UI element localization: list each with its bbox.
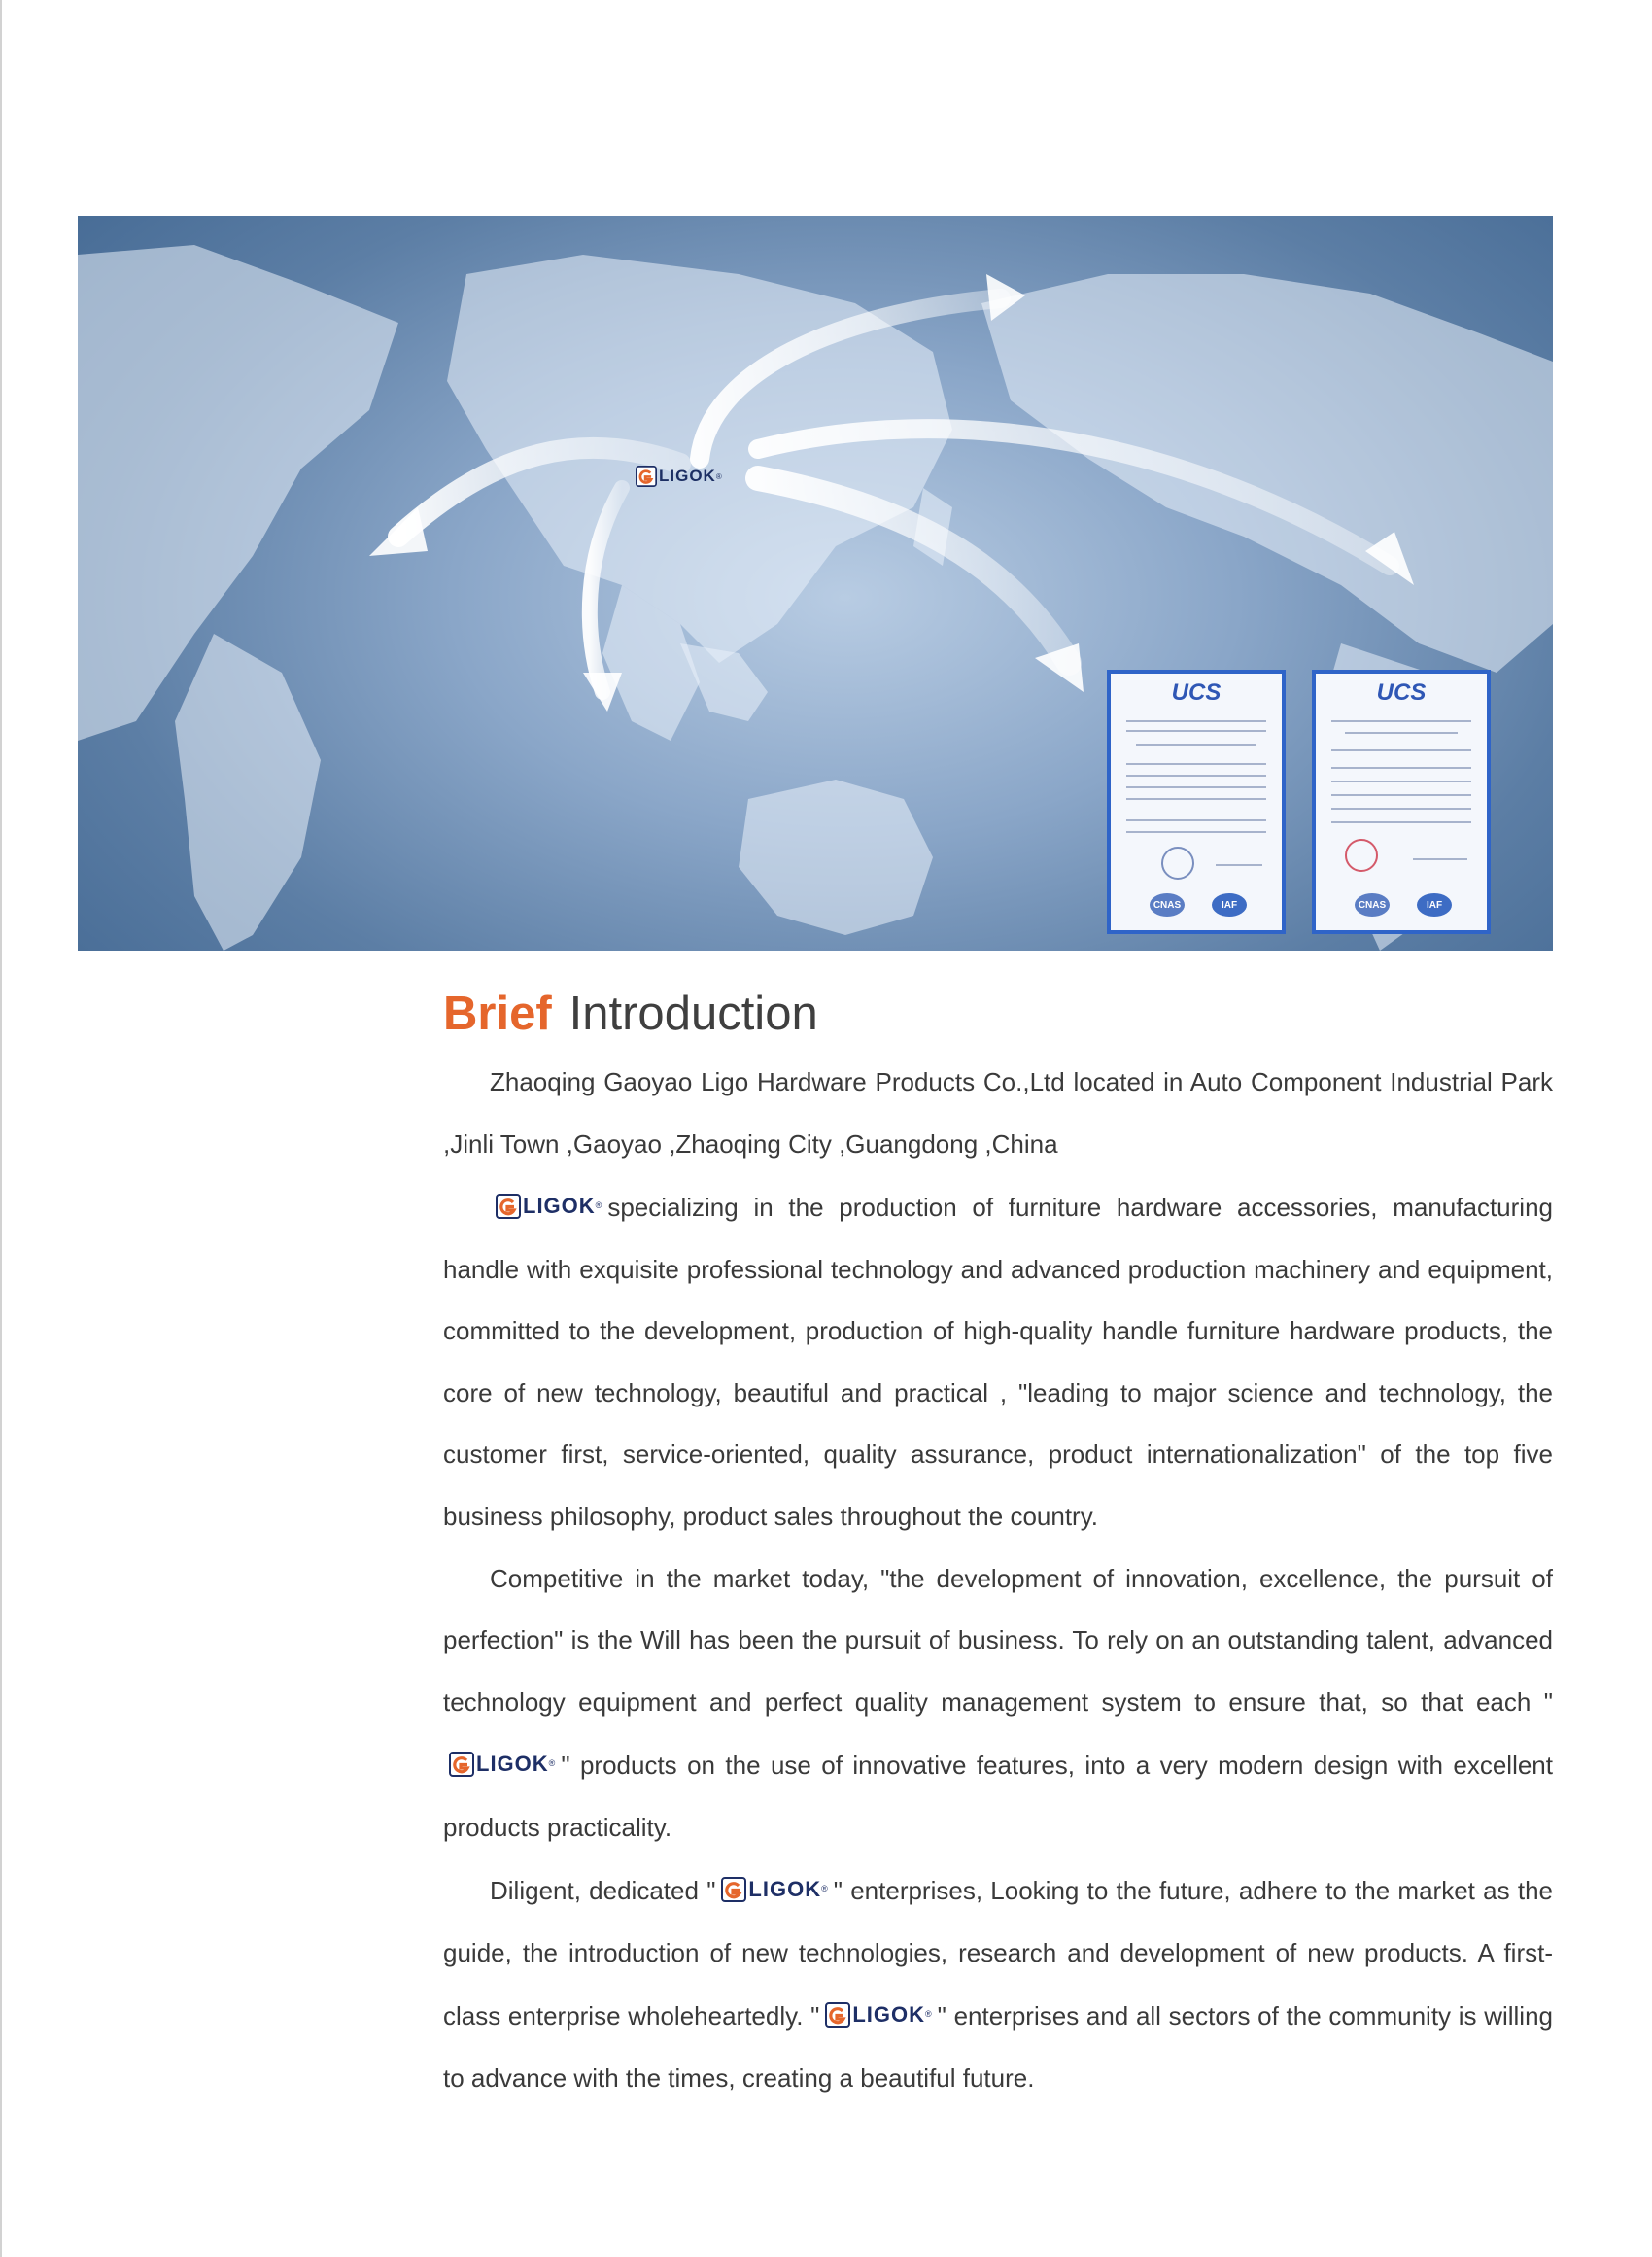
paragraph-company-location	[443, 1052, 1553, 1175]
paragraph-4-text-c: " enterprises and all sectors of the community is willing to advance with the times, creating a beautiful future.	[443, 2001, 1554, 2093]
quality-certificate-chinese	[1312, 670, 1491, 934]
cert-text-line	[1126, 819, 1266, 821]
cert-text-line	[1126, 720, 1266, 722]
paragraph-1-text: Zhaoqing Gaoyao Ligo Hardware Products Co.,Ltd located in Auto Component Industrial Park ,Jinli Town ,Gaoyao ,Zhaoqing City ,Guangdong ,China	[443, 1067, 1553, 1159]
ligok-logo-icon	[636, 466, 657, 487]
paragraph-diligent	[443, 1858, 1553, 2109]
iaf-badge: IAF	[1212, 893, 1247, 917]
inline-ligok-logo	[496, 1175, 602, 1237]
banner-logo-text: LIGOK	[659, 467, 716, 485]
cert-red-seal-icon	[1345, 839, 1378, 872]
cert-text-line	[1126, 831, 1266, 833]
registered-mark: ®	[925, 2009, 932, 2020]
cert-text-line	[1126, 798, 1266, 800]
paragraph-specialization	[443, 1175, 1553, 1547]
paragraph-3-text-b: " products on the use of innovative features, into a very modern design with excellent products practicality.	[443, 1751, 1553, 1842]
inline-ligok-logo	[721, 1858, 827, 1921]
cert-seal-icon	[1161, 847, 1194, 880]
title-introduction: Introduction	[568, 988, 818, 1040]
cert-text-line	[1331, 821, 1471, 823]
logo-text: LIGOK	[476, 1752, 549, 1777]
signature-line	[1413, 858, 1467, 860]
cert-text-line	[1331, 781, 1471, 782]
cert-text-line	[1126, 763, 1266, 765]
banner-ligok-logo	[636, 466, 722, 487]
title-brief: Brief	[443, 988, 552, 1040]
page-edge	[0, 0, 2, 2257]
registered-mark: ®	[821, 1884, 828, 1894]
section-title	[443, 982, 818, 1046]
certificate-issuer: UCS	[1171, 679, 1222, 706]
inline-ligok-logo	[825, 1984, 931, 2046]
cert-text-line	[1331, 808, 1471, 810]
paragraph-3-text-a: Competitive in the market today, "the development of innovation, excellence, the pursuit of perfection" is the Will has been the pursuit of business. To rely on an outstanding talent, advanced technology equipment and perfect quality management system to ensure that, so that each "	[443, 1563, 1553, 1717]
iaf-badge: IAF	[1417, 893, 1452, 917]
cert-text-line	[1345, 732, 1458, 734]
intro-body	[443, 1052, 1553, 2109]
ligok-logo-icon	[496, 1194, 521, 1219]
quality-certificate-english	[1107, 670, 1286, 934]
cert-text-line	[1331, 767, 1471, 769]
accreditation-badge-icon: CNAS	[1355, 893, 1390, 917]
certificate-issuer: UCS	[1376, 679, 1427, 706]
paragraph-competitive	[443, 1548, 1553, 1859]
logo-text: LIGOK	[748, 1877, 822, 1902]
paragraph-2-text: specializing in the production of furniture hardware accessories, manufacturing handle with exquisite professional technology and advanced production machinery and equipment, committed to the development, production of high-quality handle furniture hardware products, the core of new technology, beautiful and practical , "leading to major science and technology, the customer first, service-oriented, quality assurance, product internationalization" of the top five business philosophy, product sales throughout the country.	[443, 1192, 1553, 1531]
ligok-logo-icon	[721, 1877, 746, 1902]
registered-mark: ®	[548, 1758, 556, 1769]
cert-text-line	[1331, 720, 1471, 722]
cert-text-line	[1331, 749, 1471, 751]
ligok-logo-icon	[825, 2002, 850, 2028]
cert-text-line	[1126, 786, 1266, 788]
cert-text-line	[1126, 775, 1266, 777]
world-map-banner	[78, 216, 1553, 951]
paragraph-4-text-a: Diligent, dedicated "	[490, 1876, 716, 1906]
inline-ligok-logo	[449, 1733, 555, 1795]
cert-text-line	[1136, 744, 1256, 746]
signature-line	[1216, 864, 1262, 866]
cert-text-line	[1331, 794, 1471, 796]
ligok-logo-icon	[449, 1752, 474, 1777]
accreditation-badge-icon: CNAS	[1150, 893, 1185, 917]
logo-text: LIGOK	[852, 2002, 926, 2028]
paragraph-4-text-b: " enterprises, Looking to the future, adhere to the market as the guide, the introduction of new technologies, research and development of new products. A first-class enterprise wholeheartedly. "	[443, 1876, 1553, 2031]
registered-mark: ®	[595, 1200, 602, 1211]
logo-text: LIGOK	[523, 1194, 596, 1219]
registered-mark: ®	[715, 471, 722, 481]
cert-text-line	[1126, 730, 1266, 732]
